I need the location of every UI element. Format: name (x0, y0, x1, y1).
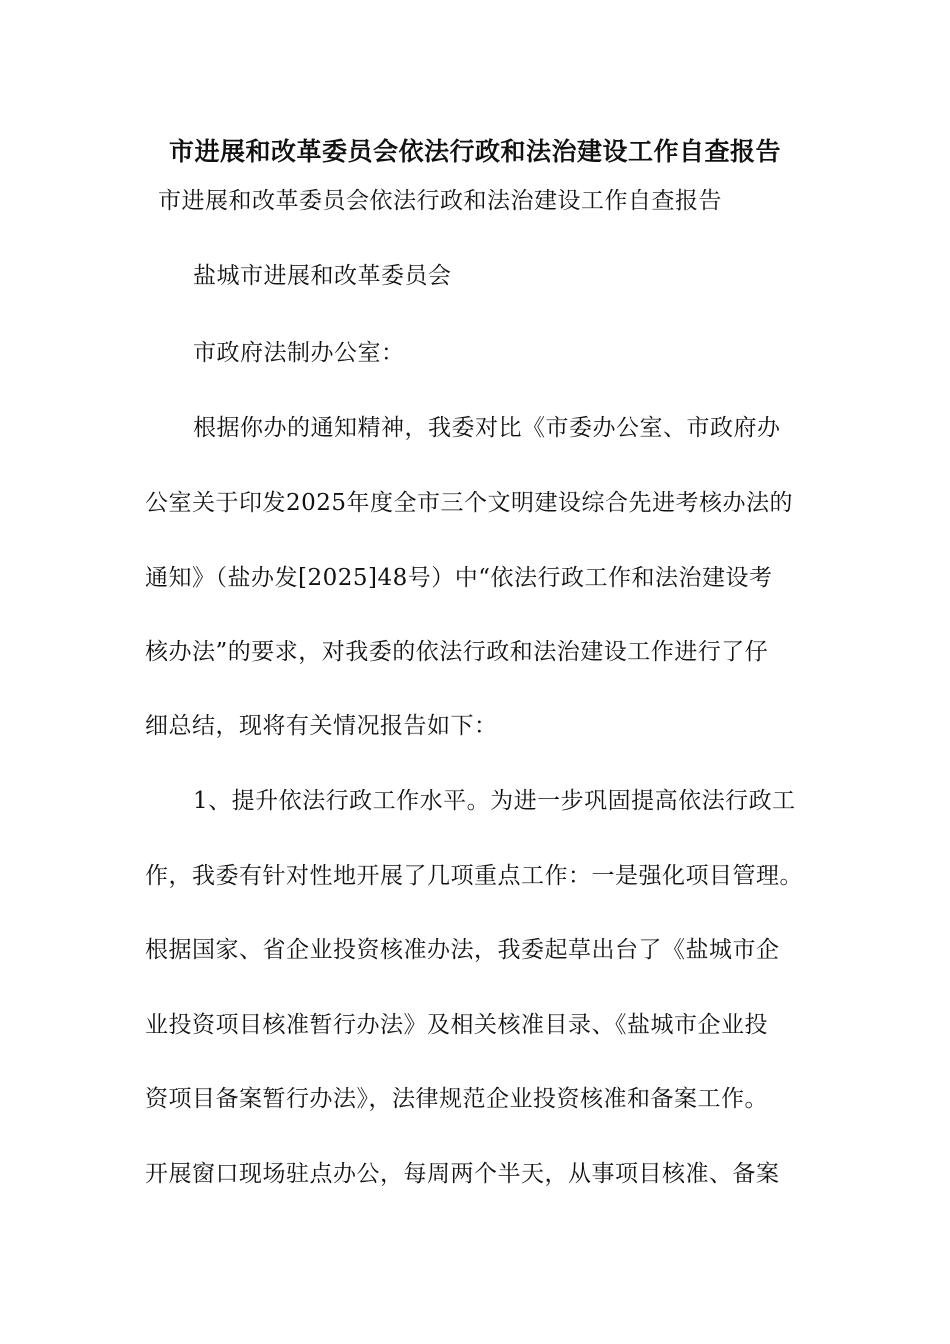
body-line-1: 根据你办的通知精神，我委对比《市委办公室、市政府办 (193, 415, 781, 441)
body-line-11: 开展窗口现场驻点办公，每周两个半天，从事项目核准、备案 (145, 1161, 780, 1187)
body-line-8: 根据国家、省企业投资核准办法，我委起草出台了《盐城市企 (145, 937, 780, 963)
body-line-2: 公室关于印发2025年度全市三个文明建设综合先进考核办法的 (145, 490, 794, 516)
body-line-6: 1、提升依法行政工作水平。为进一步巩固提高依法行政工 (193, 788, 796, 814)
author-line: 盐城市进展和改革委员会 (193, 263, 452, 289)
body-line-10: 资项目备案暂行办法》，法律规范企业投资核准和备案工作。 (145, 1086, 768, 1112)
document-title: 市进展和改革委员会依法行政和法治建设工作自查报告 (168, 137, 781, 166)
document-subtitle: 市进展和改革委员会依法行政和法治建设工作自查报告 (158, 188, 722, 214)
body-line-3: 通知》（盐办发[2025]48号）中“依法行政工作和法治建设考 (145, 565, 773, 591)
body-line-9: 业投资项目核准暂行办法》及相关核准目录、《盐城市企业投 (145, 1012, 768, 1038)
recipient-line: 市政府法制办公室： (193, 340, 405, 366)
body-line-4: 核办法”的要求，对我委的依法行政和法治建设工作进行了仔 (145, 639, 769, 665)
body-line-5: 细总结，现将有关情况报告如下： (145, 713, 498, 739)
body-line-7: 作，我委有针对性地开展了几项重点工作：一是强化项目管理。 (145, 863, 803, 889)
